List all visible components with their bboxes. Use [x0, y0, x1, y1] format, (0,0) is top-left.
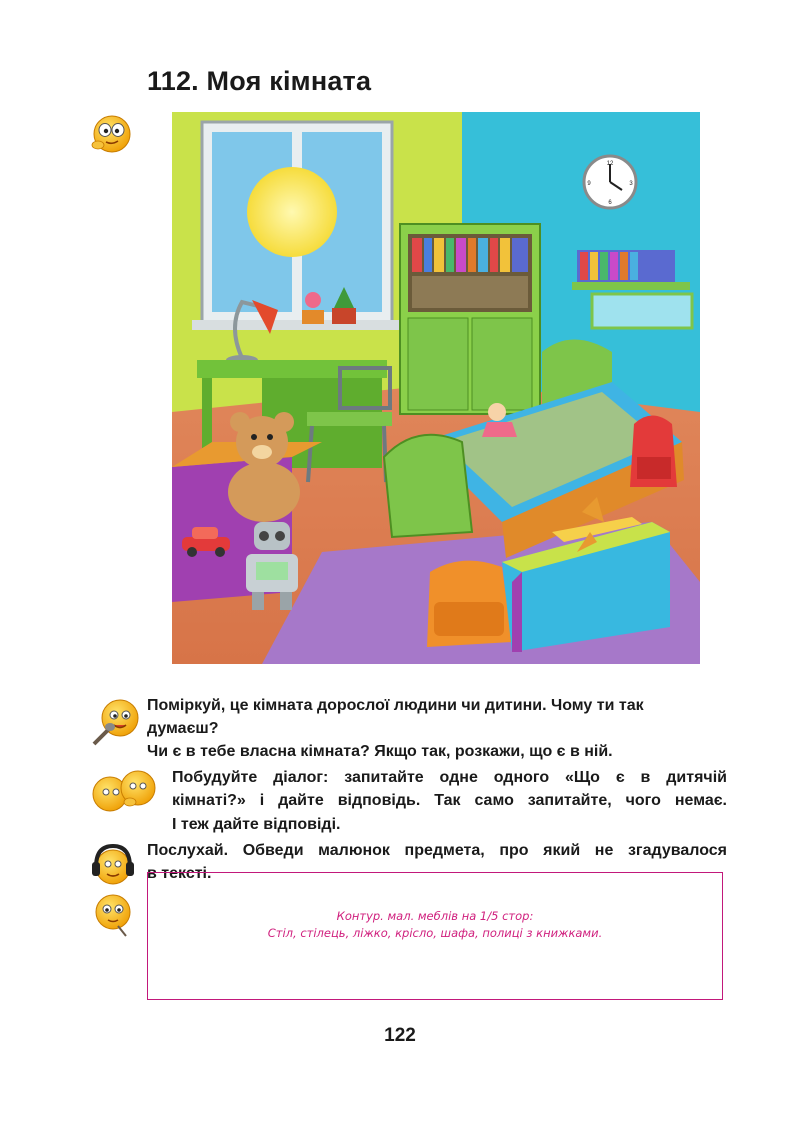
clock-number: 9	[587, 181, 591, 187]
red-backpack	[630, 416, 677, 488]
task-dialog-line2: кімнаті?» і дайте відповідь. Так само запитайте, чого немає.	[172, 792, 727, 809]
thinking-emoji-icon	[86, 112, 138, 156]
window	[192, 122, 402, 330]
drawing-placeholder-box	[147, 872, 723, 1000]
placeholder-items: Стіл, стілець, ліжко, крісло, шафа, полиці з книжками.	[267, 926, 603, 940]
clock-number: 12	[606, 161, 614, 167]
placeholder-note: Контур. мал. меблів на 1/5 стор:	[336, 909, 534, 923]
wall-clock	[584, 156, 636, 208]
headphones-emoji-icon	[88, 840, 138, 890]
task-reflect-line2: думаєш?	[147, 720, 219, 737]
task-question: Чи є в тебе власна кімната? Якщо так, розкажи, що є в ній.	[147, 743, 613, 760]
task-listen-line2: в тексті.	[147, 865, 212, 882]
clock-number: 6	[608, 200, 612, 206]
task-dialog-line1: Побудуйте діалог: запитайте одне одного «Що є в дитячій	[172, 769, 727, 786]
clock-number: 3	[629, 181, 633, 187]
orange-backpack	[427, 561, 512, 647]
room-illustration	[172, 112, 700, 664]
wardrobe	[400, 224, 540, 414]
task-reflect-line1: Поміркуй, це кімната дорослої людини чи дитини. Чому ти так	[147, 697, 644, 714]
page-number: 122	[384, 1025, 416, 1046]
task-listen-line1: Послухай. Обведи малюнок предмета, про який не згадувалося	[147, 842, 727, 859]
dialog-emoji-icon	[90, 766, 158, 818]
page-title: 112. Моя кімната	[147, 66, 372, 96]
task-dialog-line3: І теж дайте відповіді.	[172, 816, 341, 833]
listening-emoji-icon	[88, 890, 138, 940]
speaking-emoji-icon	[86, 696, 144, 748]
